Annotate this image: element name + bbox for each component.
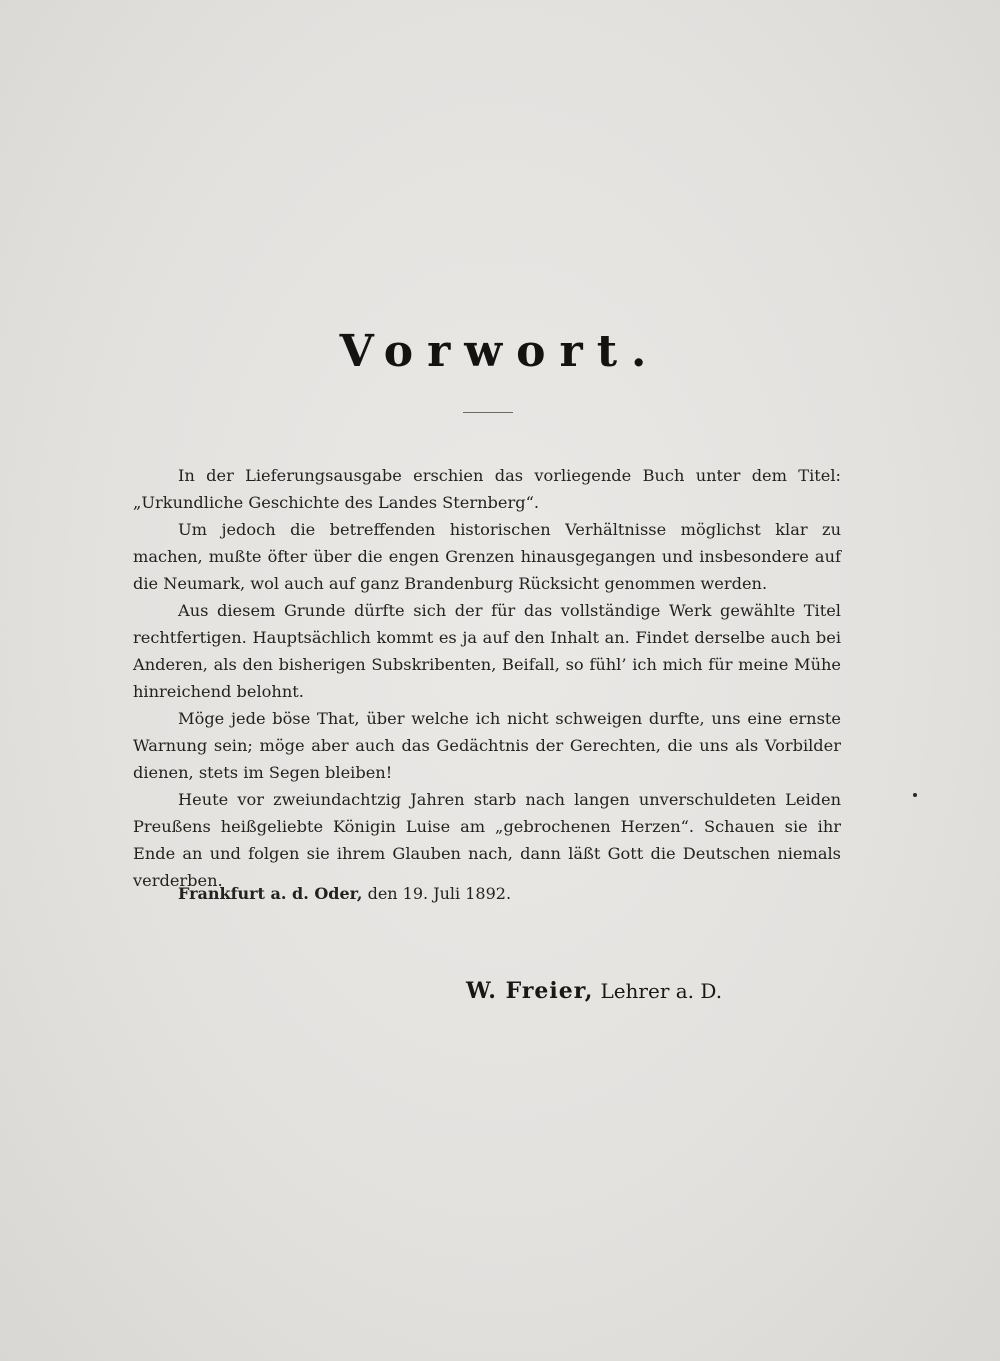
place-date-line [178, 884, 511, 903]
ink-speck [913, 793, 917, 797]
paragraph: Um jedoch die betreffenden historischen Verhältnisse möglichst klar zu machen, mußte öfter über die engen Grenzen hinausgegangen und insbesondere auf die Neumark, wol auch auf ganz Brandenburg Rücksicht genommen werden. [133, 520, 841, 593]
signature-role: Lehrer a. D. [600, 979, 723, 1003]
paragraph: Heute vor zweiundachtzig Jahren starb nach langen unverschuldeten Leiden Preußens heißgeliebte Königin Luise am „gebrochenen Herzen“. Schauen sie ihr Ende an und folgen sie ihrem Glauben nach, dann läßt Gott die Deutschen niemals verderben. [133, 790, 841, 890]
paragraph: Möge jede böse That, über welche ich nicht schweigen durfte, uns eine ernste Warnung sein; möge aber auch das Gedächtnis der Gerechten, die uns als Vorbilder dienen, stets im Segen bleiben! [133, 709, 841, 782]
signature [466, 978, 722, 1004]
paragraph: Aus diesem Grunde dürfte sich der für das vollständige Werk gewählte Titel rechtfertigen. Hauptsächlich kommt es ja auf den Inhalt an. Findet derselbe auch bei Anderen, als den bisherigen Subskribenten, Beifall, so fühl’ ich mich für meine Mühe hinreichend belohnt. [133, 601, 841, 701]
page-title: Vorwort. [339, 326, 661, 377]
body-text [133, 462, 841, 894]
paragraph: In der Lieferungsausgabe erschien das vorliegende Buch unter dem Titel: „Urkundliche Geschichte des Landes Sternberg“. [133, 466, 841, 512]
title-divider [463, 412, 513, 413]
place: Frankfurt a. d. Oder, [178, 884, 363, 903]
date: den 19. Juli 1892. [367, 884, 512, 903]
signature-name: W. Freier, [466, 978, 594, 1004]
